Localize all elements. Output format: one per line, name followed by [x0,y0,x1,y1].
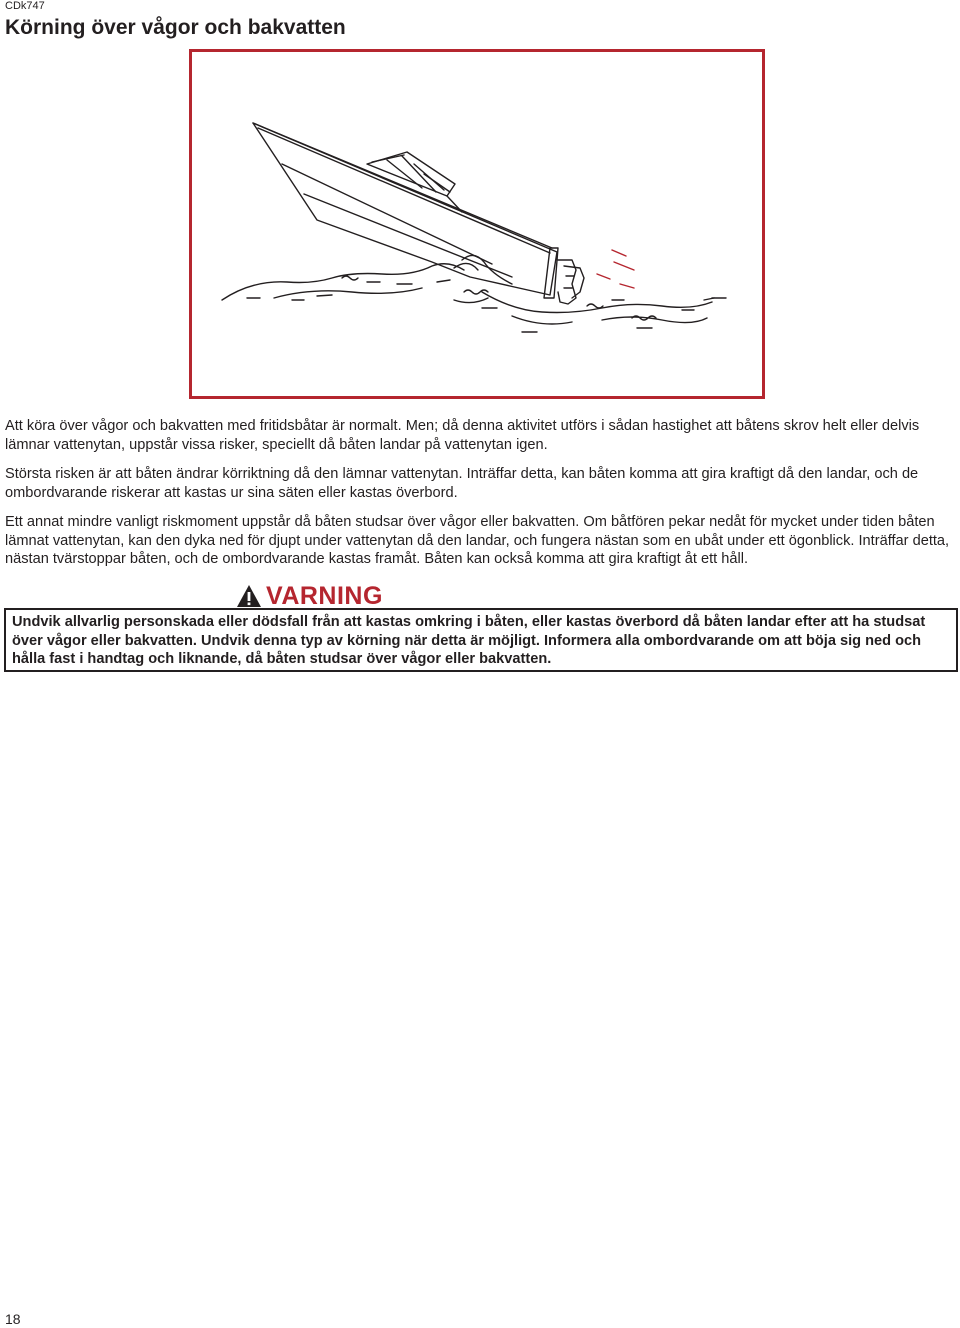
warning-label: VARNING [266,581,383,610]
warning-text: Undvik allvarlig personskada eller dödsfall från att kastas omkring i båten, eller kastas överbord då båten landar efter att ha studsat över vågor eller bakvatten. Undvik denna typ av körning när detta är möjligt. Informera alla ombordvarande om att böja sig ned och hålla fast i handtag och liknande, då båten studsar över vågor eller bakvatten. [12,614,926,667]
paragraph-nose-dive-risk: Ett annat mindre vanligt riskmoment uppstår då båten studsar över vågor eller bakvatten. Om båtfören pekar nedåt för mycket under tiden båten lämnat vattenytan, kan den dyka ned för djupt under vattenytan då den landar, och fungera nästan som en ubåt under ett ögonblick. Inträffar detta, nästan tvärstoppar båten, och de ombordvarande kastas framåt. Båten kan också komma att gira kraftigt åt ett håll. [5,514,950,567]
page-title: Körning över vågor och bakvatten [5,16,346,39]
figure-frame [189,49,765,399]
paragraph-direction-risk: Största risken är att båten ändrar körriktning då den lämnar vattenytan. Inträffar detta, kan båten komma att gira kraftigt då den landar, och de ombordvarande riskerar att kastas ur sina säten eller kastas överbord. [5,466,919,501]
warning-header [236,583,383,609]
document-code: CDk747 [5,0,45,12]
warning-box [4,608,958,672]
boat-jumping-waves-illustration [192,52,762,396]
paragraph-intro: Att köra över vågor och bakvatten med fritidsbåtar är normalt. Men; då denna aktivitet utförs i sådan hastighet att båtens skrov helt eller delvis lämnar vattenytan, uppstår vissa risker, speciellt då båten landar på vattenytan igen. [5,418,920,453]
warning-triangle-icon [236,584,262,608]
page-number: 18 [5,1311,21,1327]
